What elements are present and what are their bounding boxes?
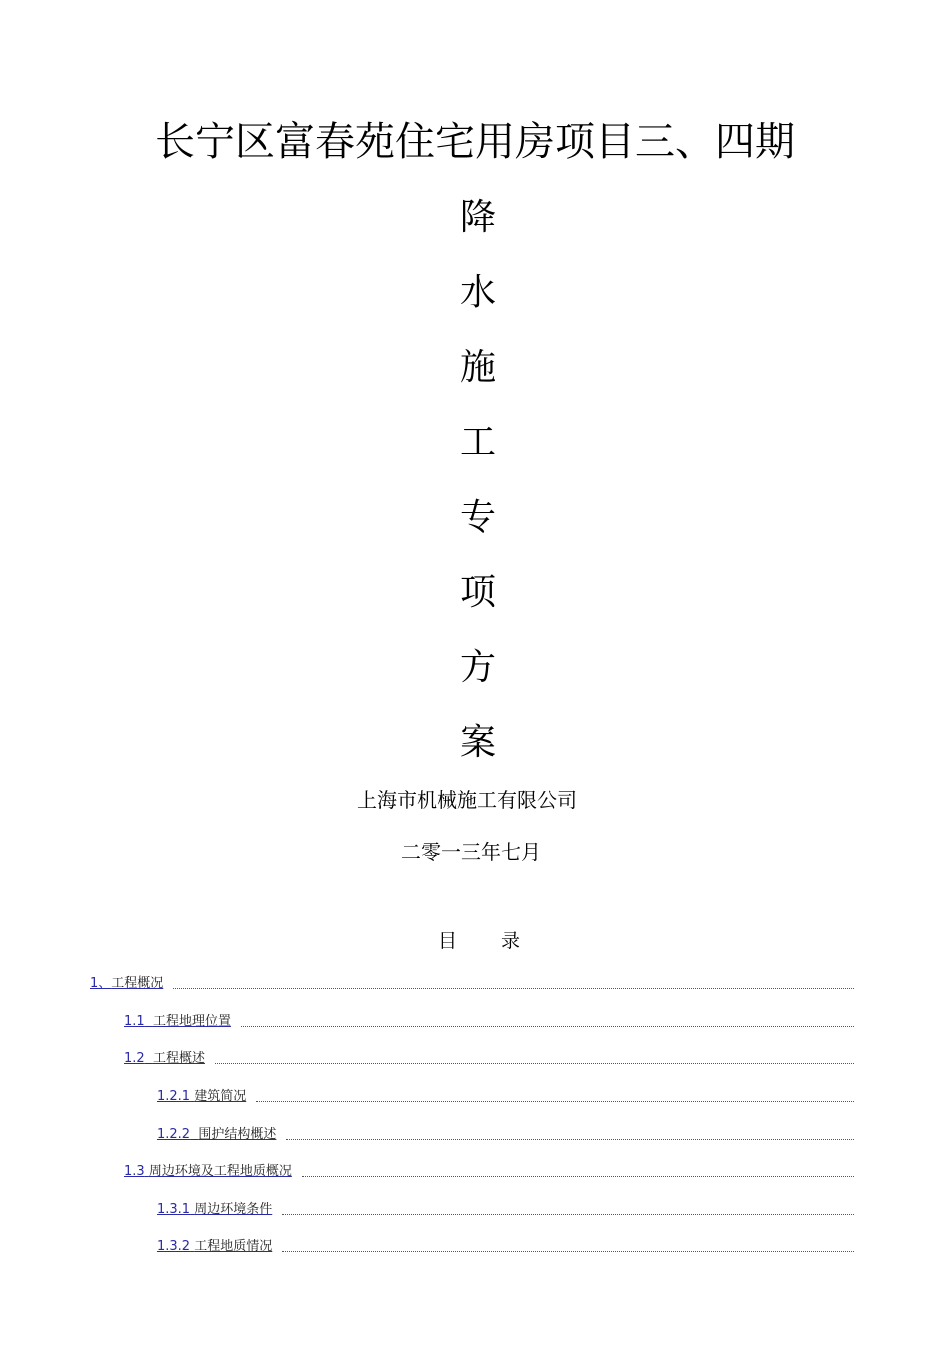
company-name: 上海市机械施工有限公司 [357, 788, 577, 812]
toc-entry [124, 1160, 854, 1180]
toc-dot-leader [286, 1139, 854, 1140]
toc-entry-number: 1.3 [124, 1164, 145, 1179]
toc-entry-number: 1.3.1 [157, 1202, 191, 1217]
toc-link[interactable] [157, 1127, 286, 1143]
toc-dot-leader [215, 1063, 854, 1064]
toc-entry-text: 工程地理位置 [152, 1014, 231, 1029]
toc-dot-leader [256, 1101, 854, 1102]
toc-entry [157, 1085, 854, 1105]
toc-entry-text: 围护结构概述 [198, 1127, 277, 1142]
document-title: 长宁区富春苑住宅用房项目三、四期 [155, 119, 795, 165]
toc-entry-number: 1.3.2 [157, 1239, 191, 1254]
toc-dot-leader [282, 1251, 854, 1252]
toc-heading-right: 录 [501, 930, 521, 952]
toc-dot-leader [241, 1026, 854, 1027]
vertical-title-char: 专 [459, 497, 496, 538]
toc-entry-text: 工程概况 [111, 976, 164, 991]
toc-entry [157, 1123, 854, 1143]
toc-link[interactable] [124, 1164, 302, 1180]
toc-dot-leader [173, 988, 854, 989]
toc-entry-text: 周边环境及工程地质概况 [148, 1164, 292, 1179]
document-date: 二零一三年七月 [401, 840, 541, 864]
toc-heading-left: 目 [437, 930, 457, 952]
toc-link[interactable] [157, 1202, 282, 1218]
toc-entry [124, 1010, 854, 1030]
toc-entry-number: 1.2 [124, 1051, 145, 1066]
vertical-title-char: 案 [459, 722, 496, 763]
toc-dot-leader [282, 1214, 854, 1215]
toc-heading [0, 928, 950, 954]
vertical-title-char: 降 [459, 197, 496, 238]
toc-entry-number: 1、 [90, 976, 112, 991]
toc-entry-text: 周边环境条件 [194, 1202, 273, 1217]
toc-entry [90, 972, 854, 992]
vertical-title-char: 工 [459, 422, 496, 463]
toc-entry [157, 1235, 854, 1255]
vertical-title-char: 水 [459, 272, 496, 313]
toc-entry [124, 1047, 854, 1067]
toc-entry-number: 1.2.1 [157, 1089, 191, 1104]
vertical-title-char: 项 [459, 572, 496, 613]
vertical-title-char: 方 [459, 647, 496, 688]
toc-entry-number: 1.2.2 [157, 1127, 191, 1142]
toc-entry-text: 工程概述 [152, 1051, 205, 1066]
toc-link[interactable] [124, 1051, 215, 1067]
toc-entry-number: 1.1 [124, 1014, 145, 1029]
toc-entry [157, 1198, 854, 1218]
toc-entry-text: 工程地质情况 [194, 1239, 273, 1254]
toc-link[interactable] [124, 1014, 241, 1030]
toc-link[interactable] [157, 1239, 282, 1255]
toc-dot-leader [302, 1176, 854, 1177]
toc-link[interactable] [157, 1089, 256, 1105]
toc-entry-text: 建筑简况 [194, 1089, 247, 1104]
vertical-title-char: 施 [459, 347, 496, 388]
toc-link[interactable] [90, 976, 173, 992]
